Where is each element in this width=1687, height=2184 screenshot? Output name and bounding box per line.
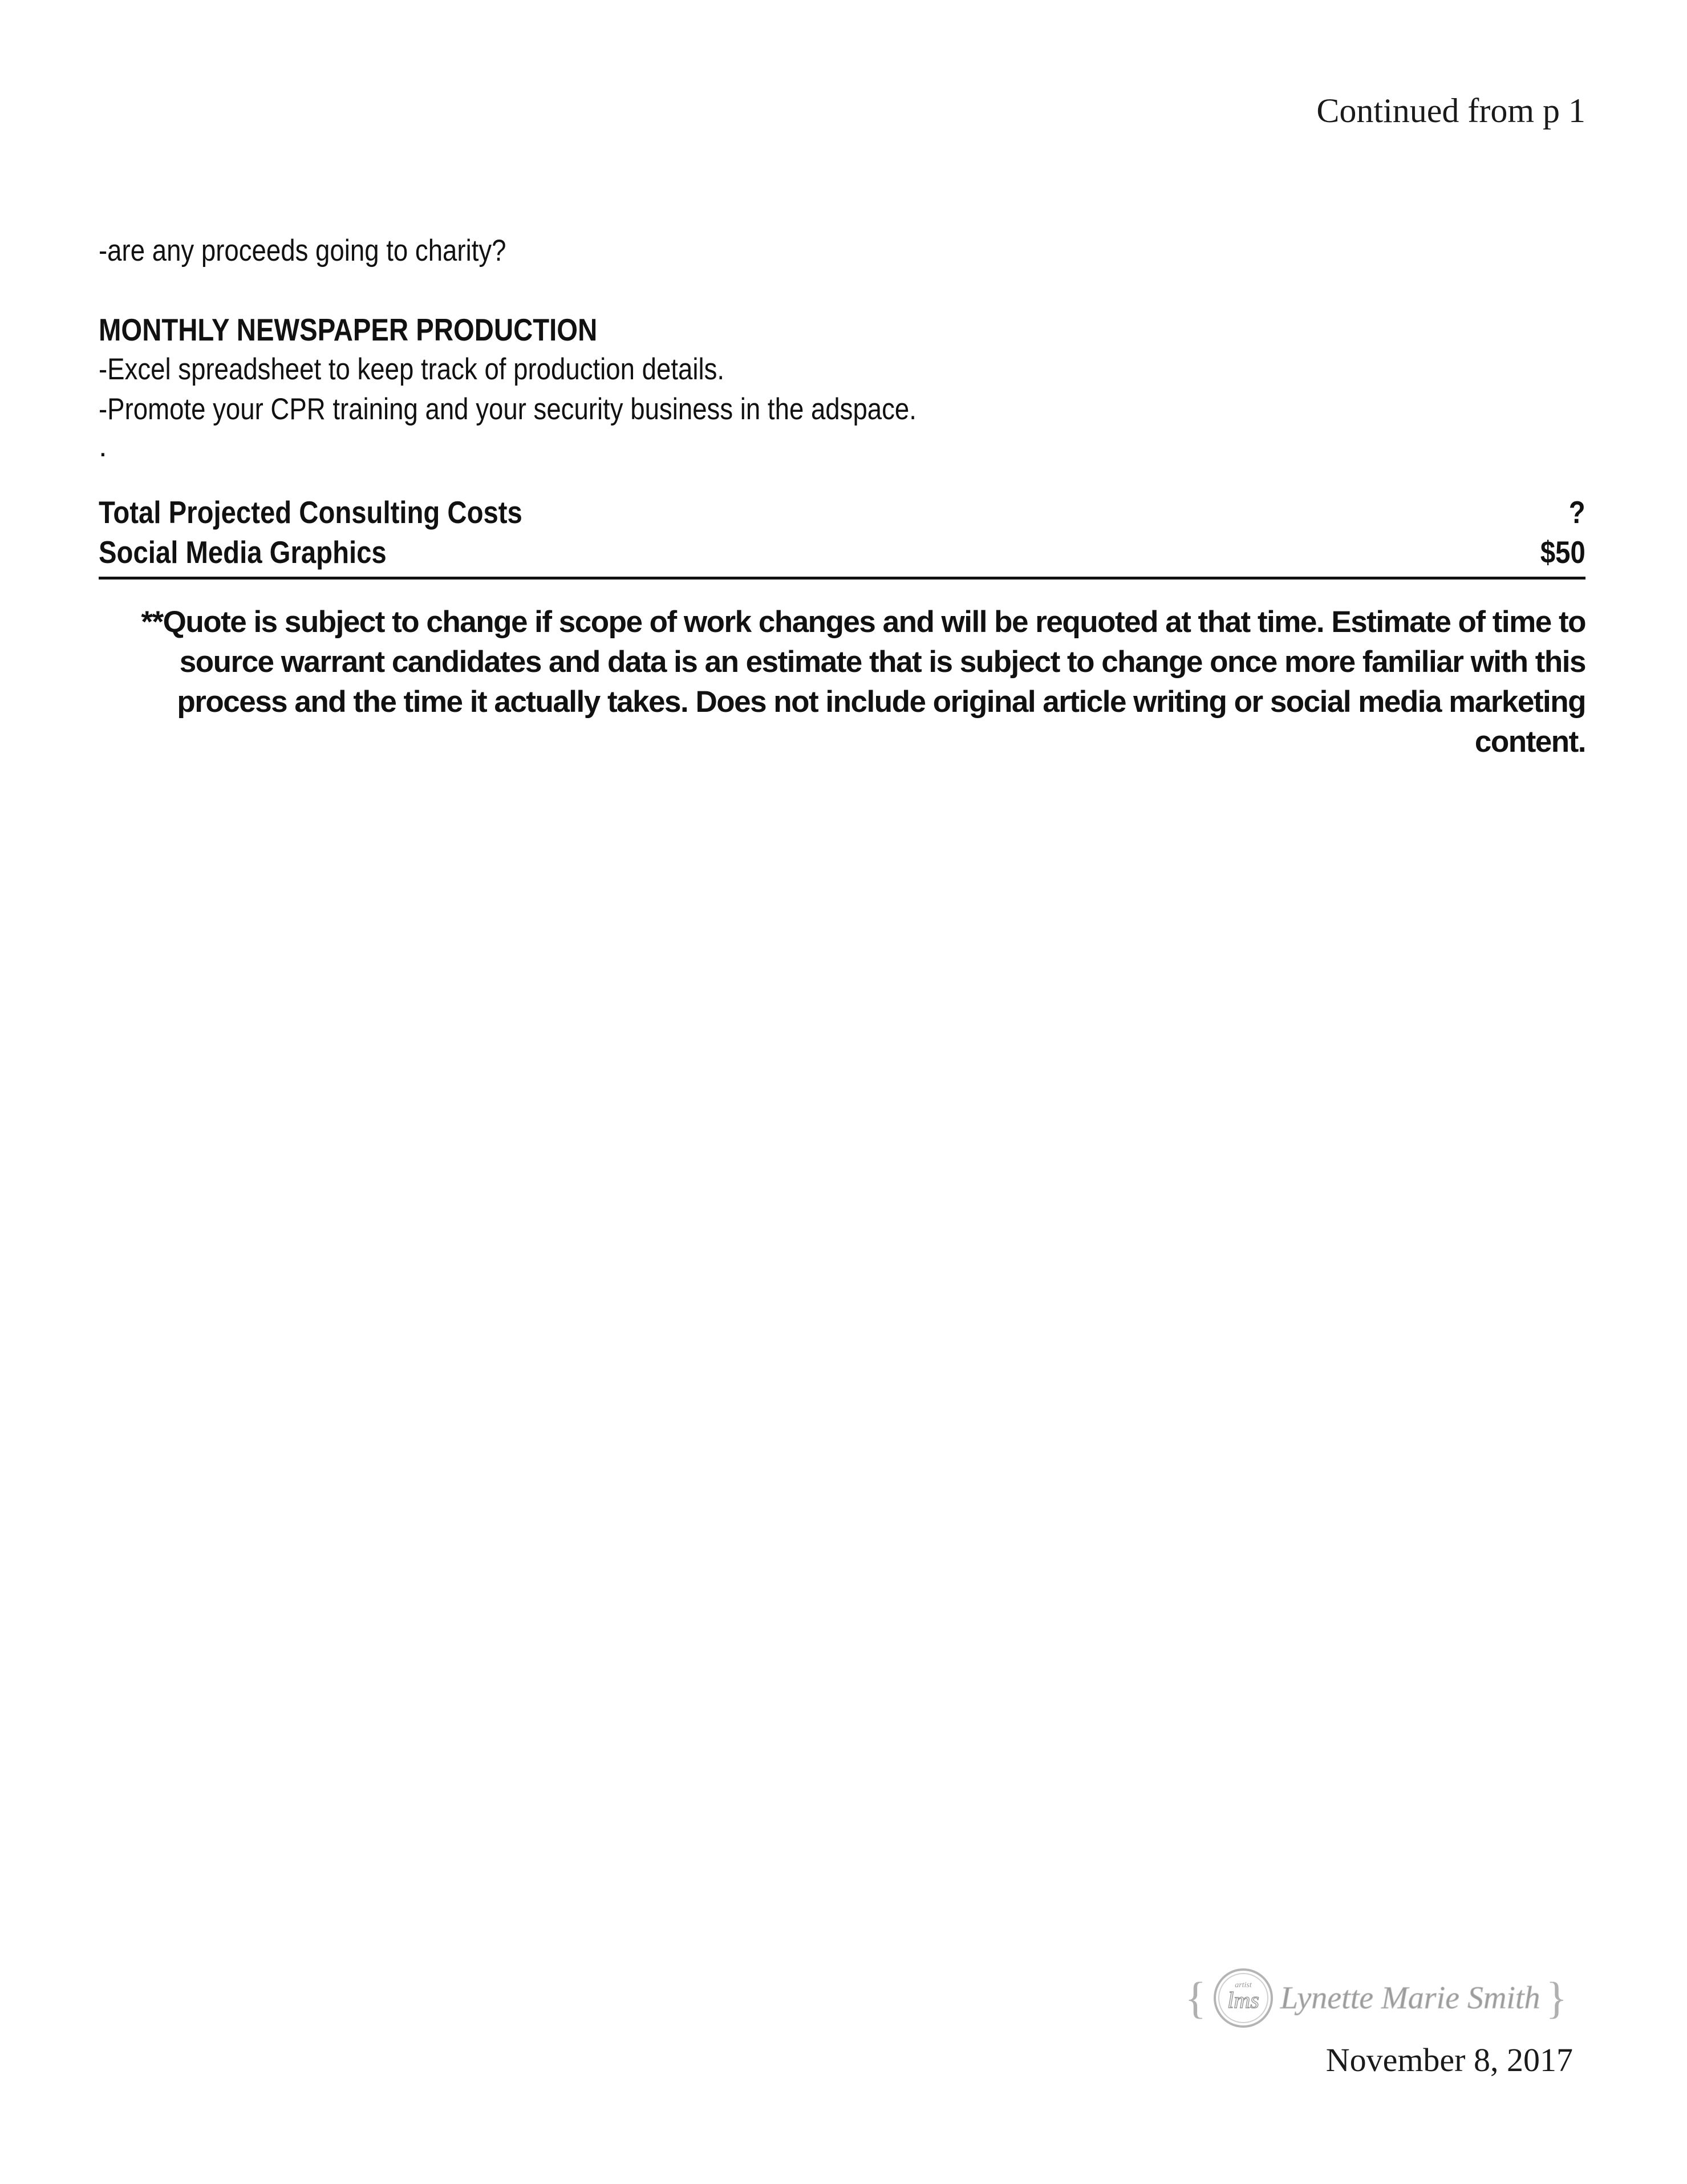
charity-question: -are any proceeds going to charity? (99, 234, 506, 268)
signature-logo (1185, 1967, 1567, 2029)
logo-name: Lynette Marie Smith (1280, 1980, 1540, 2016)
footer-date: November 8, 2017 (1325, 2041, 1573, 2078)
cost-row (99, 532, 1585, 572)
disclaimer: **Quote is subject to change if scope of work changes and will be requoted at that time. Estimate of time to source warrant candidates and data is an estimate that is subject to change once more familiar with this process and the time it actually takes. Does not include original article writing or social media marketing content. (141, 605, 1585, 759)
logo-monogram: lms (1227, 1987, 1259, 2013)
document-body (99, 231, 1585, 762)
cost-table (99, 492, 1585, 580)
cost-row (99, 492, 1585, 532)
monogram-logo-icon (1212, 1967, 1275, 2029)
trailing-mark: . (99, 429, 107, 463)
section-item: -Excel spreadsheet to keep track of production details. (99, 352, 725, 386)
continued-note: Continued from p 1 (1316, 92, 1585, 129)
section-item: -Promote your CPR training and your security business in the adspace. (99, 392, 917, 426)
section-title: MONTHLY NEWSPAPER PRODUCTION (99, 312, 598, 347)
logo-open-brace: { (1185, 1973, 1206, 2023)
cost-value: $50 (1540, 534, 1585, 570)
cost-label: Social Media Graphics (99, 534, 387, 570)
logo-close-brace: } (1546, 1973, 1567, 2023)
logo-tagline: artist (1235, 1981, 1252, 1989)
cost-label: Total Projected Consulting Costs (99, 495, 522, 530)
cost-value: ? (1569, 495, 1585, 530)
